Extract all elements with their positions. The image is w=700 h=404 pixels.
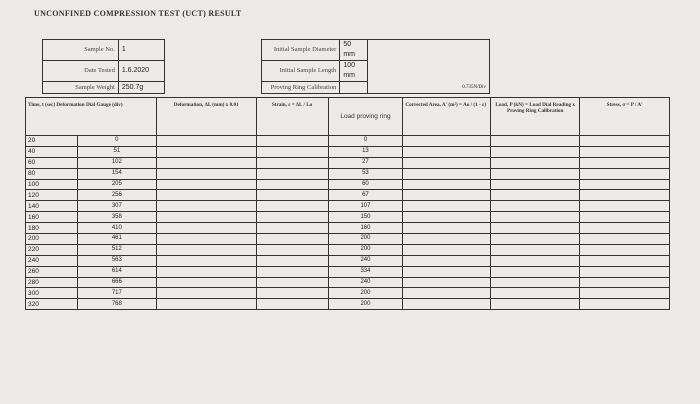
time-cell: 200 xyxy=(26,234,78,245)
diameter-value: 50 mm xyxy=(340,40,368,61)
corrected-area-cell xyxy=(403,146,491,157)
load-kn-cell xyxy=(491,223,580,234)
header-corrected-area: Corrected Area, A' (m²) = Ao / (1 - ε) xyxy=(403,98,491,136)
load-kn-cell xyxy=(491,190,580,201)
time-cell: 120 xyxy=(26,190,78,201)
diameter-label: Initial Sample Diameter xyxy=(262,40,340,61)
stress-cell xyxy=(580,223,670,234)
load-kn-cell xyxy=(491,157,580,168)
stress-cell xyxy=(580,288,670,299)
stress-cell xyxy=(580,168,670,179)
strain-cell xyxy=(256,299,328,310)
sample-no-label: Sample No. xyxy=(43,40,119,61)
load-kn-cell xyxy=(491,234,580,245)
table-row xyxy=(26,277,670,288)
dial-reading-cell: 102 xyxy=(77,157,156,168)
load-ring-cell: 200 xyxy=(328,288,403,299)
time-cell: 80 xyxy=(26,168,78,179)
header-load-proving-ring: Load proving ring xyxy=(328,98,403,136)
load-ring-cell: 53 xyxy=(328,168,403,179)
table-row xyxy=(26,223,670,234)
table-row xyxy=(26,299,670,310)
time-cell: 260 xyxy=(26,266,78,277)
corrected-area-cell xyxy=(403,234,491,245)
strain-cell xyxy=(256,179,328,190)
dial-reading-cell: 461 xyxy=(77,234,156,245)
stress-cell xyxy=(580,146,670,157)
deformation-cell xyxy=(156,244,256,255)
dial-reading-cell: 717 xyxy=(77,288,156,299)
calibration-note: 0.735N/Div xyxy=(368,40,490,94)
strain-cell xyxy=(256,136,328,147)
load-kn-cell xyxy=(491,146,580,157)
table-row xyxy=(26,244,670,255)
strain-cell xyxy=(256,201,328,212)
stress-cell xyxy=(580,244,670,255)
strain-cell xyxy=(256,255,328,266)
strain-cell xyxy=(256,266,328,277)
length-label: Initial Sample Length xyxy=(262,61,340,82)
table-row xyxy=(26,201,670,212)
calibration-label: Proving Ring Calibration xyxy=(262,82,340,94)
time-cell: 300 xyxy=(26,288,78,299)
time-cell: 100 xyxy=(26,179,78,190)
stress-cell xyxy=(580,255,670,266)
strain-cell xyxy=(256,146,328,157)
stress-cell xyxy=(580,266,670,277)
dial-reading-cell: 512 xyxy=(77,244,156,255)
header-stress: Stress, σ = P / A' xyxy=(580,98,670,136)
dial-reading-cell: 51 xyxy=(77,146,156,157)
deformation-cell xyxy=(156,299,256,310)
load-kn-cell xyxy=(491,299,580,310)
load-kn-cell xyxy=(491,201,580,212)
deformation-cell xyxy=(156,168,256,179)
table-row xyxy=(26,146,670,157)
results-table xyxy=(25,97,670,310)
deformation-cell xyxy=(156,288,256,299)
deformation-cell xyxy=(156,157,256,168)
corrected-area-cell xyxy=(403,201,491,212)
corrected-area-cell xyxy=(403,255,491,266)
time-cell: 240 xyxy=(26,255,78,266)
stress-cell xyxy=(580,190,670,201)
dial-reading-cell: 256 xyxy=(77,190,156,201)
date-tested-value: 1.6.2020 xyxy=(118,61,164,82)
stress-cell xyxy=(580,136,670,147)
dial-reading-cell: 410 xyxy=(77,223,156,234)
load-ring-cell: 200 xyxy=(328,244,403,255)
deformation-cell xyxy=(156,136,256,147)
load-ring-cell: 107 xyxy=(328,201,403,212)
corrected-area-cell xyxy=(403,288,491,299)
table-row xyxy=(26,288,670,299)
load-kn-cell xyxy=(491,136,580,147)
load-ring-cell: 150 xyxy=(328,212,403,223)
deformation-cell xyxy=(156,255,256,266)
corrected-area-cell xyxy=(403,266,491,277)
table-row xyxy=(26,168,670,179)
time-cell: 140 xyxy=(26,201,78,212)
dial-reading-cell: 0 xyxy=(77,136,156,147)
sample-info-table xyxy=(42,39,490,94)
deformation-cell xyxy=(156,223,256,234)
corrected-area-cell xyxy=(403,190,491,201)
calibration-value xyxy=(340,82,368,94)
load-kn-cell xyxy=(491,266,580,277)
deformation-cell xyxy=(156,234,256,245)
sample-weight-label: Sample Weight xyxy=(43,82,119,94)
deformation-cell xyxy=(156,146,256,157)
stress-cell xyxy=(580,299,670,310)
corrected-area-cell xyxy=(403,212,491,223)
strain-cell xyxy=(256,223,328,234)
dial-reading-cell: 768 xyxy=(77,299,156,310)
table-row xyxy=(26,157,670,168)
deformation-cell xyxy=(156,277,256,288)
corrected-area-cell xyxy=(403,244,491,255)
stress-cell xyxy=(580,179,670,190)
time-cell: 40 xyxy=(26,146,78,157)
stress-cell xyxy=(580,212,670,223)
corrected-area-cell xyxy=(403,179,491,190)
deformation-cell xyxy=(156,201,256,212)
dial-reading-cell: 154 xyxy=(77,168,156,179)
dial-reading-cell: 614 xyxy=(77,266,156,277)
time-cell: 320 xyxy=(26,299,78,310)
load-kn-cell xyxy=(491,168,580,179)
strain-cell xyxy=(256,212,328,223)
header-load-kn: Load, P (kN) = Load Dial Reading x Proving Ring Calibration xyxy=(491,98,580,136)
load-ring-cell: 240 xyxy=(328,255,403,266)
table-row xyxy=(26,136,670,147)
load-ring-cell: 67 xyxy=(328,190,403,201)
table-row xyxy=(26,190,670,201)
header-strain: Strain, ε = ΔL / Lo xyxy=(256,98,328,136)
dial-reading-cell: 358 xyxy=(77,212,156,223)
load-ring-cell: 200 xyxy=(328,299,403,310)
time-cell: 280 xyxy=(26,277,78,288)
table-row xyxy=(26,179,670,190)
strain-cell xyxy=(256,234,328,245)
load-ring-cell: 60 xyxy=(328,179,403,190)
dial-reading-cell: 666 xyxy=(77,277,156,288)
load-ring-cell: 334 xyxy=(328,266,403,277)
load-kn-cell xyxy=(491,212,580,223)
corrected-area-cell xyxy=(403,223,491,234)
load-kn-cell xyxy=(491,179,580,190)
corrected-area-cell xyxy=(403,157,491,168)
corrected-area-cell xyxy=(403,277,491,288)
stress-cell xyxy=(580,234,670,245)
time-cell: 60 xyxy=(26,157,78,168)
load-kn-cell xyxy=(491,244,580,255)
load-ring-cell: 13 xyxy=(328,146,403,157)
dial-reading-cell: 205 xyxy=(77,179,156,190)
table-row xyxy=(26,266,670,277)
deformation-cell xyxy=(156,190,256,201)
stress-cell xyxy=(580,277,670,288)
header-time-deformation-dial: Time, t (sec) Deformation Dial Gauge (div) xyxy=(26,98,157,136)
stress-cell xyxy=(580,201,670,212)
strain-cell xyxy=(256,277,328,288)
header-deformation: Deformation, ΔL (mm) x 0.01 xyxy=(156,98,256,136)
corrected-area-cell xyxy=(403,136,491,147)
strain-cell xyxy=(256,244,328,255)
load-ring-cell: 200 xyxy=(328,234,403,245)
sample-weight-value: 250.7g xyxy=(118,82,164,94)
length-value: 100 mm xyxy=(340,61,368,82)
deformation-cell xyxy=(156,212,256,223)
time-cell: 20 xyxy=(26,136,78,147)
corrected-area-cell xyxy=(403,168,491,179)
stress-cell xyxy=(580,157,670,168)
sample-no-value: 1 xyxy=(118,40,164,61)
page-title: UNCONFINED COMPRESSION TEST (UCT) RESULT xyxy=(34,9,242,18)
strain-cell xyxy=(256,168,328,179)
strain-cell xyxy=(256,288,328,299)
table-row xyxy=(26,212,670,223)
corrected-area-cell xyxy=(403,299,491,310)
load-ring-cell: 160 xyxy=(328,223,403,234)
table-row xyxy=(26,255,670,266)
deformation-cell xyxy=(156,179,256,190)
load-kn-cell xyxy=(491,255,580,266)
table-row xyxy=(26,234,670,245)
load-kn-cell xyxy=(491,288,580,299)
dial-reading-cell: 307 xyxy=(77,201,156,212)
dial-reading-cell: 563 xyxy=(77,255,156,266)
date-tested-label: Date Tested xyxy=(43,61,119,82)
load-ring-cell: 27 xyxy=(328,157,403,168)
load-ring-cell: 0 xyxy=(328,136,403,147)
load-ring-cell: 240 xyxy=(328,277,403,288)
deformation-cell xyxy=(156,266,256,277)
strain-cell xyxy=(256,190,328,201)
load-kn-cell xyxy=(491,277,580,288)
strain-cell xyxy=(256,157,328,168)
time-cell: 180 xyxy=(26,223,78,234)
time-cell: 160 xyxy=(26,212,78,223)
time-cell: 220 xyxy=(26,244,78,255)
